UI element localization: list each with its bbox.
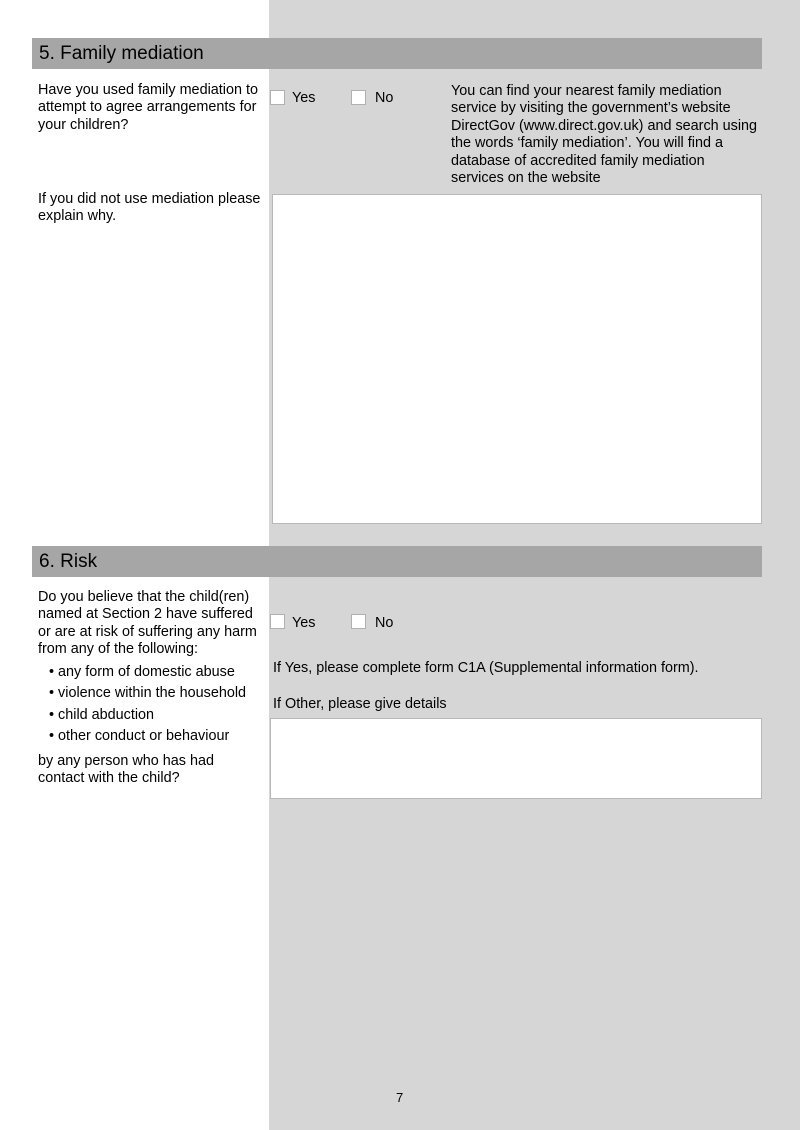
mediation-info-text: You can find your nearest family mediation service by visiting the government’s website DirectGov (www.direct.gov.uk) and search using the words ‘family mediation’. You will find a database of accredited family mediation services on the website [451, 83, 758, 187]
section-5-header: 5. Family mediation [32, 38, 762, 69]
risk-question: Do you believe that the child(ren) named at Section 2 have suffered or are at risk of suffering any harm from any of the following: [38, 589, 257, 658]
risk-if-yes-note: If Yes, please complete form C1A (Supplemental information form). [273, 660, 699, 676]
mediation-explain-label: If you did not use mediation please explain why. [38, 191, 261, 225]
mediation-yes-label: Yes [292, 90, 316, 106]
risk-bullet-other-conduct: • other conduct or behaviour [49, 726, 269, 747]
risk-yes-label: Yes [292, 615, 316, 631]
risk-other-details-textbox[interactable] [270, 718, 762, 799]
mediation-yes-checkbox[interactable] [270, 90, 285, 105]
risk-yes-checkbox[interactable] [270, 614, 285, 629]
risk-bullet-list [49, 662, 269, 748]
risk-if-other-label: If Other, please give details [273, 696, 447, 712]
risk-bullet-abduction: • child abduction [49, 705, 269, 726]
risk-bullet-violence: • violence within the household [49, 683, 269, 704]
mediation-no-checkbox[interactable] [351, 90, 366, 105]
risk-no-checkbox[interactable] [351, 614, 366, 629]
risk-question-end: by any person who has had contact with the child? [38, 753, 215, 787]
risk-bullet-domestic-abuse: • any form of domestic abuse [49, 662, 269, 683]
section-6-header: 6. Risk [32, 546, 762, 577]
page-number: 7 [396, 1090, 404, 1105]
mediation-explain-textbox[interactable] [272, 194, 762, 524]
mediation-question: Have you used family mediation to attempt to agree arrangements for your children? [38, 82, 258, 133]
risk-no-label: No [375, 615, 394, 631]
mediation-no-label: No [375, 90, 394, 106]
